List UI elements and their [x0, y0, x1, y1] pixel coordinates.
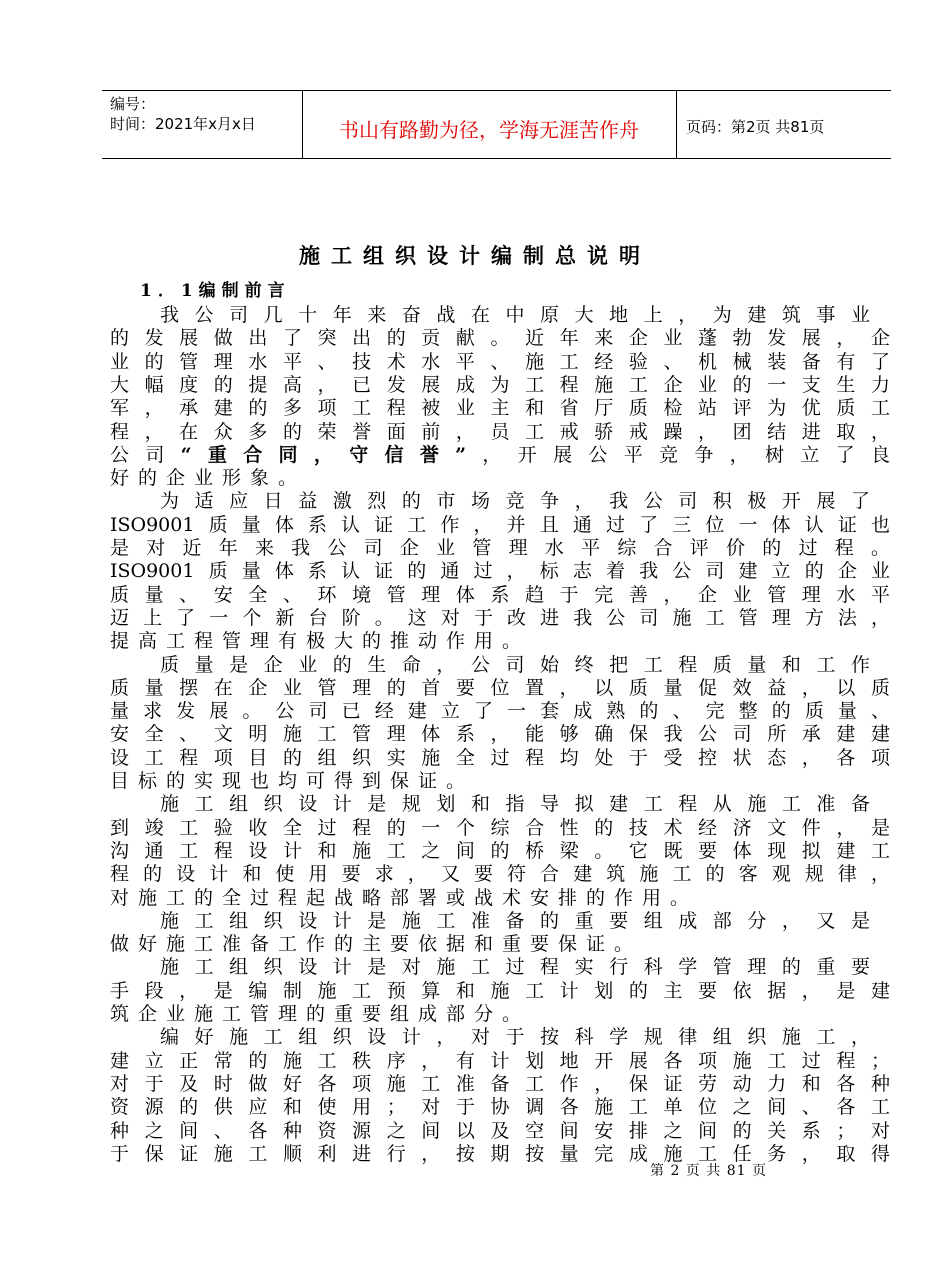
body-line: ISO9001质量体系认证的通过，标志着我公司建立的企业	[110, 560, 890, 583]
footer-page-number: 第 2 页 共 81 页	[650, 1163, 767, 1179]
body-line: 军，承建的多项工程被业主和省厅质检站评为优质工	[110, 397, 890, 420]
section-heading: 1．1编制前言	[140, 281, 291, 301]
document-title: 施工组织设计编制总说明	[299, 243, 651, 268]
body-line: 质量摆在企业管理的首要位置，以质量促效益，以质	[110, 676, 890, 699]
body-line: 到竣工验收全过程的一个综合性的技术经济文件，是	[110, 816, 890, 839]
body-line: 公司“重合同，守信誉”，开展公平竞争，树立了良	[110, 443, 890, 466]
body-line: 施工组织设计是施工准备的重要组成部分，又是	[160, 909, 870, 932]
body-line: 于保证施工顺利进行，按期按量完成施工任务，取得	[110, 1142, 890, 1165]
body-line: ISO9001质量体系认证工作，并且通过了三位一体认证也	[110, 513, 890, 536]
body-line: 筑企业施工管理的重要组成部分。	[110, 1003, 531, 1025]
header-top-rule	[102, 90, 891, 91]
body-line: 编好施工组织设计，对于按科学规律组织施工，	[160, 1026, 870, 1049]
body-line: 施工组织设计是对施工过程实行科学管理的重要	[160, 956, 870, 979]
body-line: 目标的实现也均可得到保证。	[110, 770, 475, 792]
body-line: 为适应日益激烈的市场竞争，我公司积极开展了	[160, 490, 870, 513]
header-time-label: 时间：2021年x月x日	[110, 115, 256, 133]
body-line: 资源的供应和使用；对于协调各施工单位之间、各工	[110, 1096, 890, 1119]
body-line: 大幅度的提高，已发展成为工程施工企业的一支生力	[110, 373, 890, 396]
body-line: 质量、安全、环境管理体系趋于完善，企业管理水平	[110, 583, 890, 606]
body-line: 量求发展。公司已经建立了一套成熟的、完整的质量、	[110, 700, 890, 723]
body-line: 迈上了一个新台阶。这对于改进我公司施工管理方法，	[110, 606, 890, 629]
body-line: 程的设计和使用要求，又要符合建筑施工的客观规律，	[110, 863, 890, 886]
body-line: 对施工的全过程起战略部署或战术安排的作用。	[110, 886, 699, 909]
body-line: 种之间、各种资源之间以及空间安排之间的关系；对	[110, 1119, 890, 1142]
body-line: 沟通工程设计和施工之间的桥梁。它既要体现拟建工	[110, 839, 890, 862]
body-line: 设工程项目的组织实施全过程均处于受控状态，各项	[110, 746, 890, 769]
header-code-label: 编号：	[110, 95, 156, 113]
body-line: 手段，是编制施工预算和施工计划的主要依据，是建	[110, 979, 890, 1002]
body-line: 做好施工准备工作的主要依据和重要保证。	[110, 933, 643, 956]
header-motto: 书山有路勤为径，学海无涯苦作舟	[339, 118, 639, 142]
body-line: 程，在众多的荣誉面前，员工戒骄戒躁，团结进取，	[110, 420, 890, 443]
emphasis-text: “重合同，守信誉”	[180, 443, 467, 466]
body-line: 的发展做出了突出的贡献。近年来企业蓬勃发展，企	[110, 327, 890, 350]
body-line: 我公司几十年来奋战在中原大地上，为建筑事业	[160, 304, 870, 326]
body-line: 是对近年来我公司企业管理水平综合评价的过程。	[110, 537, 890, 559]
body-line: 建立正常的施工秩序，有计划地开展各项施工过程；	[110, 1049, 890, 1072]
body-line: 提高工程管理有极大的推动作用。	[110, 630, 531, 653]
body-line: 质量是企业的生命，公司始终把工程质量和工作	[160, 653, 870, 676]
body-line: 对于及时做好各项施工准备工作，保证劳动力和各种	[110, 1072, 890, 1095]
header-divider-right	[676, 90, 677, 158]
body-line: 好的企业形象。	[110, 467, 307, 490]
header-page-label: 页码：第2页 共81页	[686, 118, 825, 136]
body-line: 安全、文明施工管理体系，能够确保我公司所承建建	[110, 723, 890, 746]
header-bottom-rule	[102, 158, 891, 159]
body-line: 施工组织设计是规划和指导拟建工程从施工准备	[160, 793, 870, 816]
body-line: 业的管理水平、技术水平、施工经验、机械装备有了	[110, 350, 890, 373]
